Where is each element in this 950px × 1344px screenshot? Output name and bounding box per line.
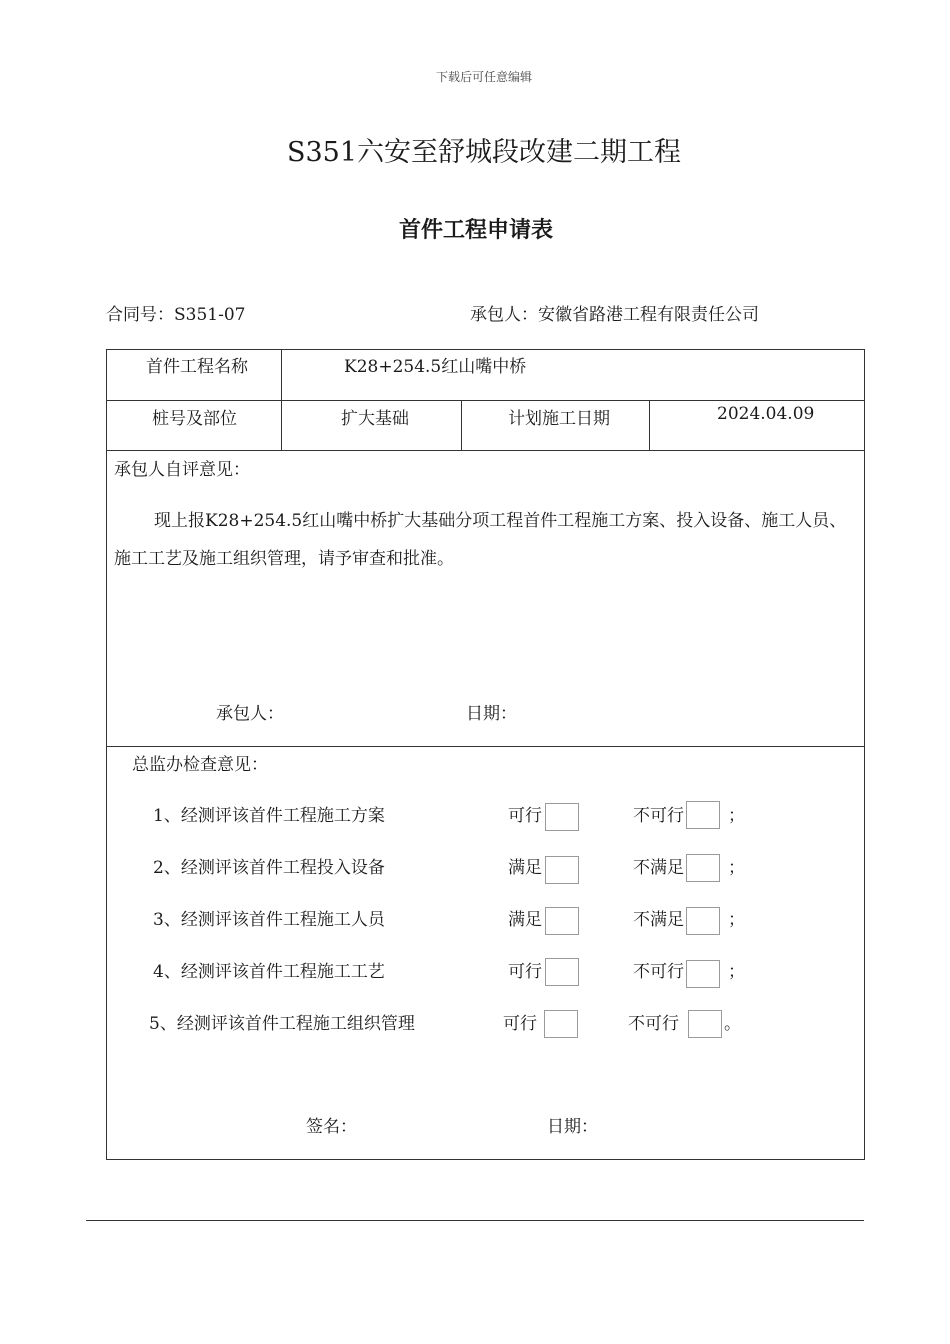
item-punctuation: ； bbox=[728, 962, 745, 982]
planned-date-value: 2024.04.09 bbox=[717, 404, 815, 424]
check-item-text: 5、经测评该首件工程施工组织管理 bbox=[149, 1014, 415, 1034]
option-label: 可行 bbox=[508, 806, 542, 826]
station-value: 扩大基础 bbox=[341, 409, 409, 429]
table-divider bbox=[649, 400, 650, 451]
footer-divider bbox=[86, 1220, 864, 1221]
checkbox[interactable] bbox=[686, 907, 720, 935]
option-label: 不可行 bbox=[633, 962, 684, 982]
table-divider bbox=[461, 400, 462, 451]
station-label: 桩号及部位 bbox=[152, 409, 237, 429]
table-divider bbox=[106, 746, 865, 747]
check-item-text: 2、经测评该首件工程投入设备 bbox=[153, 858, 385, 878]
checkbox[interactable] bbox=[545, 958, 579, 986]
header-note: 下载后可任意编辑 bbox=[435, 70, 532, 84]
checkbox[interactable] bbox=[545, 907, 579, 935]
table-divider bbox=[281, 349, 282, 451]
item-punctuation: ； bbox=[728, 806, 745, 826]
option-label: 满足 bbox=[508, 858, 542, 878]
supervisor-sign-label: 签名： bbox=[306, 1117, 357, 1137]
checkbox[interactable] bbox=[686, 960, 720, 988]
option-label: 可行 bbox=[508, 962, 542, 982]
checkbox[interactable] bbox=[688, 1010, 722, 1038]
option-label: 满足 bbox=[508, 910, 542, 930]
contract-number bbox=[106, 300, 245, 325]
table-border-left bbox=[106, 349, 107, 1160]
table-divider bbox=[106, 400, 865, 401]
checkbox[interactable] bbox=[544, 1010, 578, 1038]
supervisor-heading: 总监办检查意见： bbox=[132, 755, 268, 775]
table-divider bbox=[106, 450, 865, 451]
option-label: 不可行 bbox=[628, 1014, 679, 1034]
option-label: 可行 bbox=[503, 1014, 537, 1034]
contractor-info bbox=[470, 300, 759, 325]
option-label: 不满足 bbox=[633, 858, 684, 878]
check-item-text: 4、经测评该首件工程施工工艺 bbox=[153, 962, 385, 982]
document-title: S351六安至舒城段改建二期工程 bbox=[286, 137, 682, 168]
contract-label: 合同号： bbox=[106, 305, 174, 325]
check-item-text: 1、经测评该首件工程施工方案 bbox=[153, 806, 385, 826]
table-border-right bbox=[864, 349, 865, 1160]
self-eval-body: 现上报K28+254.5红山嘴中桥扩大基础分项工程首件工程施工方案、投入设备、施工人员、施工工艺及施工组织管理，请予审查和批准。 bbox=[114, 511, 847, 569]
form-title: 首件工程申请表 bbox=[398, 217, 553, 243]
contractor-label: 承包人： bbox=[470, 305, 538, 325]
project-name-value: K28+254.5红山嘴中桥 bbox=[344, 357, 527, 377]
project-name-label: 首件工程名称 bbox=[146, 357, 248, 377]
supervisor-date-label: 日期： bbox=[547, 1117, 598, 1137]
item-punctuation: 。 bbox=[724, 1014, 741, 1034]
contract-value: S351-07 bbox=[174, 305, 246, 325]
option-label: 不满足 bbox=[633, 910, 684, 930]
check-item-text: 3、经测评该首件工程施工人员 bbox=[153, 910, 385, 930]
checkbox[interactable] bbox=[686, 854, 720, 882]
checkbox[interactable] bbox=[545, 856, 579, 884]
planned-date-label: 计划施工日期 bbox=[508, 409, 610, 429]
self-eval-date-label: 日期： bbox=[466, 704, 517, 724]
table-border-bottom bbox=[106, 1159, 865, 1160]
option-label: 不可行 bbox=[633, 806, 684, 826]
contractor-value: 安徽省路港工程有限责任公司 bbox=[538, 305, 759, 325]
checkbox[interactable] bbox=[545, 803, 579, 831]
item-punctuation: ； bbox=[728, 910, 745, 930]
contractor-sign-label: 承包人： bbox=[216, 704, 284, 724]
table-border-top bbox=[106, 349, 865, 350]
self-eval-heading: 承包人自评意见： bbox=[114, 460, 250, 480]
item-punctuation: ； bbox=[728, 858, 745, 878]
checkbox[interactable] bbox=[686, 801, 720, 829]
